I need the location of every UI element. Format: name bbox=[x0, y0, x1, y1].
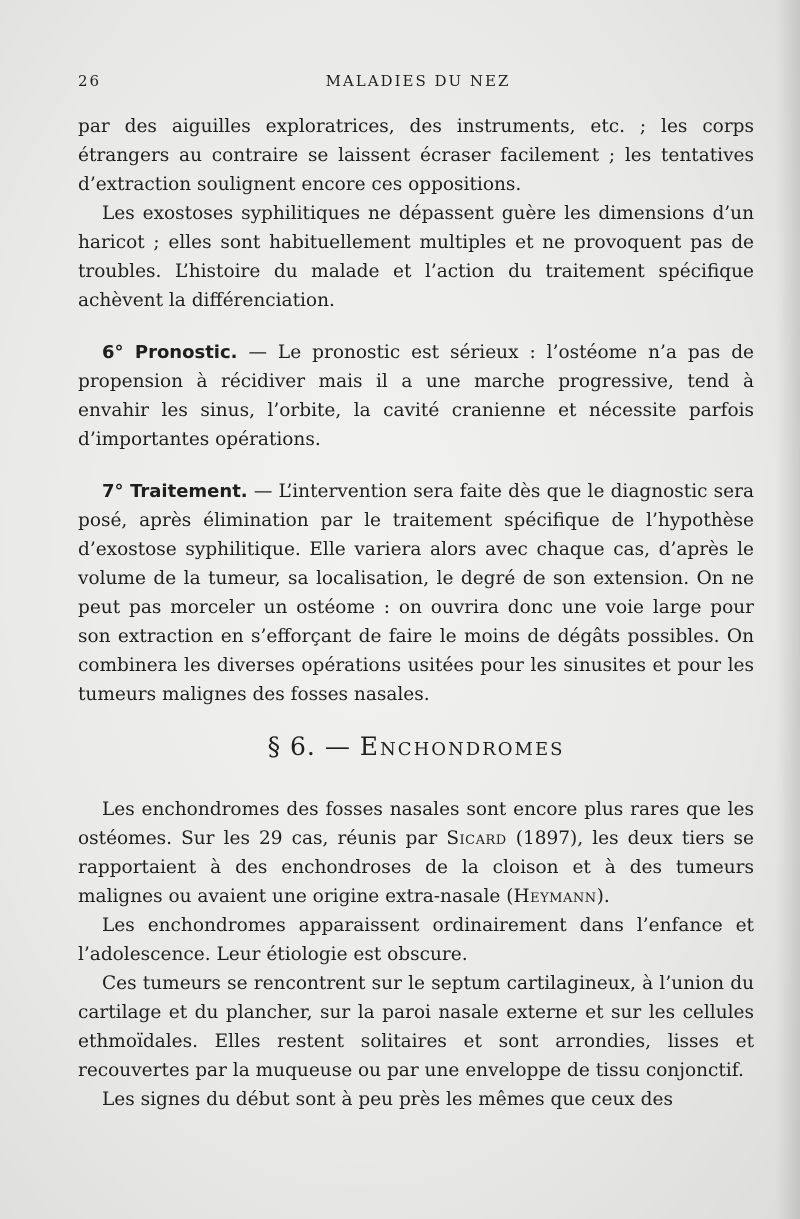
author-sicard: Sicard bbox=[446, 828, 507, 849]
paragraph-enchondromes-location: Ces tumeurs se rencontrent sur le septum cartilagineux, à l’union du cartilage et du plancher, sur la paroi nasale externe et sur les cellules ethmoïdales. Elles restent solitaires et sont arrondies, lisses et recouvertes par la muqueuse ou par une enveloppe de tissu conjonctif. bbox=[78, 973, 754, 1081]
paragraph-traitement bbox=[78, 477, 754, 709]
paragraph-enchondromes-signs: Les signes du début sont à peu près les mêmes que ceux des bbox=[102, 1089, 673, 1110]
page-body bbox=[78, 112, 754, 1114]
spacer bbox=[78, 315, 754, 338]
section-number: § 6. bbox=[267, 732, 316, 761]
text-run: Les enchondromes des fosses nasales sont encore plus rares que les ostéomes. Sur les 29 cas, réunis par bbox=[78, 799, 754, 849]
section-heading bbox=[78, 727, 754, 767]
text-run: ). bbox=[596, 886, 610, 907]
spacer bbox=[78, 454, 754, 477]
section-title: Enchondromes bbox=[359, 732, 565, 761]
pronostic-label: 6° Pronostic. bbox=[102, 342, 238, 363]
pronostic-text: — Le pronostic est sérieux : l’ostéome n’a pas de propension à récidiver mais il a une marche progressive, tend à envahir les sinus, l’orbite, la cavité cranienne et nécessite parfois d’importantes opérations. bbox=[78, 342, 755, 450]
paragraph-continuation: par des aiguilles exploratrices, des instruments, etc. ; les corps étrangers au contraire se laissent écraser facilement ; les tentatives d’extraction soulignent encore ces oppositions. bbox=[78, 116, 754, 195]
section-dash: — bbox=[315, 732, 360, 761]
paragraph-exostoses: Les exostoses syphilitiques ne dépassent guère les dimensions d’un haricot ; elles sont habituellement multiples et ne provoquent pas de troubles. L’histoire du malade et l’action du traitement spécifique achèvent la différenciation. bbox=[78, 203, 754, 311]
traitement-label: 7° Traitement. bbox=[102, 481, 248, 502]
page-number: 26 bbox=[78, 72, 102, 90]
paragraph-pronostic bbox=[78, 338, 754, 454]
traitement-text: — L’intervention sera faite dès que le diagnostic sera posé, après élimination par le traitement spécifique de l’hypothèse d’exostose syphilitique. Elle variera alors avec chaque cas, d’après le volume de la tumeur, sa localisation, le degré de son extension. On ne peut pas morceler un ostéome : on ouvrira donc une voie large pour son extraction en s’efforçant de faire le moins de dégâts possibles. On combinera les diverses opérations usitées pour les sinusites et pour les tumeurs malignes des fosses nasales. bbox=[78, 481, 754, 705]
paragraph-enchondromes-age: Les enchondromes apparaissent ordinairement dans l’enfance et l’adolescence. Leur étiologie est obscure. bbox=[78, 915, 754, 965]
paragraph-enchondromes-intro bbox=[78, 795, 754, 911]
running-header bbox=[78, 72, 758, 96]
author-heymann: Heymann bbox=[513, 886, 597, 907]
text-run: (1897), les deux tiers se rapportaient à des enchondroses de la cloison et à des tumeurs malignes ou avaient une origine extra-nasale ( bbox=[78, 828, 754, 907]
page-edge-shadow bbox=[776, 0, 800, 1219]
running-title: MALADIES DU NEZ bbox=[325, 72, 511, 90]
